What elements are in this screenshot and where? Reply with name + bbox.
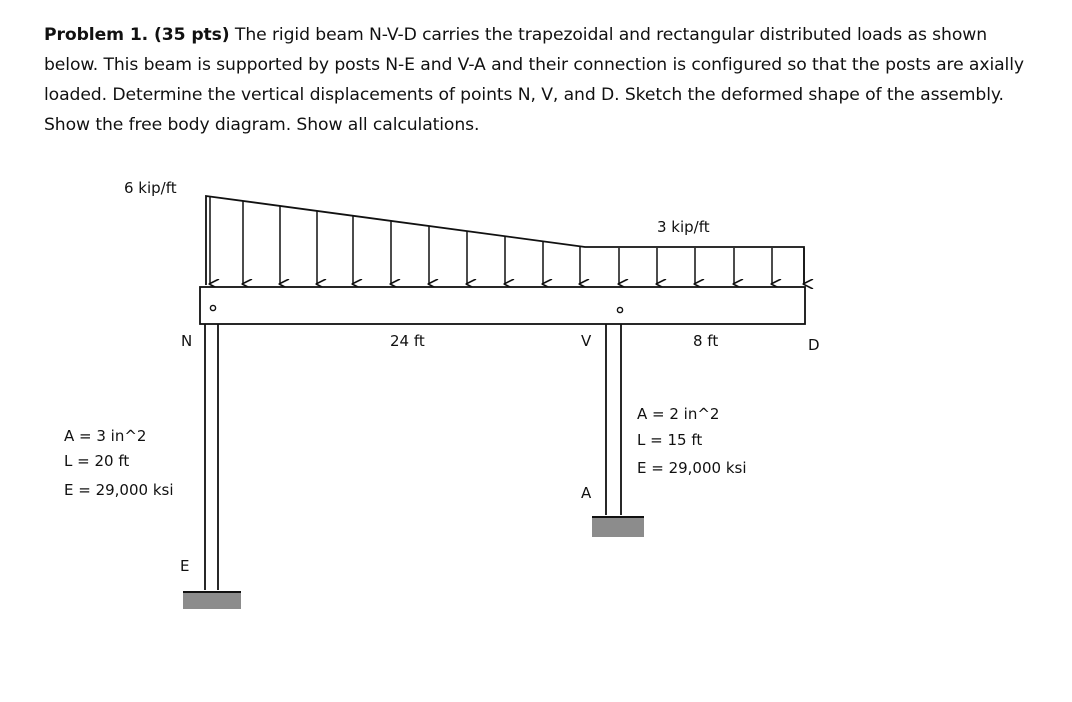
post-ne-modulus: E = 29,000 ksi	[64, 481, 174, 499]
post-ne-length: L = 20 ft	[64, 452, 130, 470]
post-va-area: A = 2 in^2	[637, 405, 720, 423]
ground-e	[183, 592, 241, 609]
problem-heading: Problem 1. (35 pts)	[44, 25, 230, 45]
post-va-modulus: E = 29,000 ksi	[637, 459, 747, 477]
ground-a	[592, 517, 644, 537]
load-label-left: 6 kip/ft	[124, 179, 177, 197]
post-ne	[205, 324, 218, 590]
label-d: D	[808, 336, 820, 354]
problem-text: The rigid beam N-V-D carries the trapezoidal and rectangular distributed loads as shown below. This beam is supported by posts N-E and V-A and their connection is configured so that the posts are axially loaded. Determine the vertical displacements of points N, V, and D. Sketch the deformed shape of the assembly. Show the free body diagram. Show all calculations.	[44, 25, 1024, 135]
span-nv: 24 ft	[390, 332, 425, 350]
span-vd: 8 ft	[693, 332, 719, 350]
rigid-beam	[200, 287, 805, 324]
load-arrows	[210, 197, 804, 284]
label-a: A	[581, 484, 592, 502]
load-label-right: 3 kip/ft	[657, 218, 710, 236]
label-n: N	[181, 332, 193, 350]
post-va	[606, 324, 621, 515]
post-ne-area: A = 3 in^2	[64, 427, 147, 445]
label-e: E	[180, 557, 190, 575]
label-v: V	[581, 332, 592, 350]
post-va-length: L = 15 ft	[637, 431, 703, 449]
